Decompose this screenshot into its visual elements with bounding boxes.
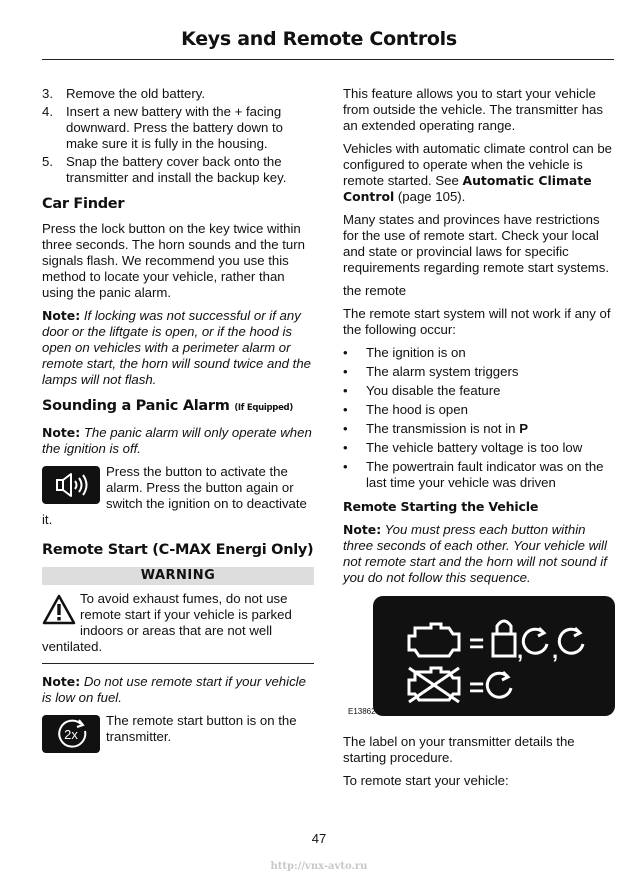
left-column bbox=[42, 86, 314, 765]
bullet-text: You disable the feature bbox=[366, 383, 501, 398]
note-text: If locking was not successful or if any door or the liftgate is open, or if the hood is open on vehicles with a perimeter alarm or remote start, the horn will sound twice and the lamps will not flash. bbox=[42, 308, 312, 387]
conditions-intro: The remote start system will not work if any of the following occur: bbox=[343, 306, 611, 337]
note-label: Note: bbox=[42, 308, 81, 323]
note-label: Note: bbox=[42, 425, 81, 440]
right-column bbox=[343, 86, 615, 796]
panic-button-row bbox=[42, 464, 314, 528]
panic-horn-icon bbox=[42, 466, 100, 504]
remote-start-arrow-icon bbox=[487, 672, 511, 697]
remote-start-arrow-icon bbox=[559, 628, 583, 653]
fuel-note bbox=[42, 674, 314, 706]
bullet-text: The ignition is on bbox=[366, 345, 466, 360]
header-rule bbox=[42, 59, 614, 60]
step-text: Remove the old battery. bbox=[66, 86, 206, 101]
bullet-text: The vehicle battery voltage is too low bbox=[366, 440, 583, 455]
step-number: 4. bbox=[42, 104, 53, 119]
list-item bbox=[42, 104, 314, 152]
note-text: You must press each button within three seconds of each other. Your vehicle will not remote start and the horn will not sound if you do not follow this sequence. bbox=[343, 522, 607, 585]
car-finder-body: Press the lock button on the key twice within three seconds. The horn sounds and the turn signals flash. We recommend you use this method to locate your vehicle, rather than using the panic alarm. bbox=[42, 221, 305, 300]
bullet-text: The alarm system triggers bbox=[366, 364, 519, 379]
list-item: • The powertrain fault indicator was on the last time your vehicle was driven bbox=[343, 459, 615, 491]
svg-text:=: = bbox=[469, 672, 485, 702]
note-text: Do not use remote start if your vehicle is low on fuel. bbox=[42, 674, 306, 705]
warning-text: To avoid exhaust fumes, do not use remote start if your vehicle is parked indoors or areas that are not well ventilated. bbox=[42, 591, 292, 654]
remote-start-heading: Remote Start (C-MAX Energi Only) bbox=[42, 542, 314, 558]
panic-note bbox=[42, 425, 314, 457]
warning-box bbox=[42, 591, 314, 664]
list-item: • The vehicle battery voltage is too low bbox=[343, 440, 583, 455]
remote-start-button-label: 2x bbox=[64, 727, 78, 742]
panic-heading-text: Sounding a Panic Alarm bbox=[42, 398, 230, 414]
page-number: 47 bbox=[311, 831, 327, 846]
car-finder-heading: Car Finder bbox=[42, 196, 125, 212]
panic-alarm-heading bbox=[42, 398, 314, 416]
list-item: • The hood is open bbox=[343, 402, 468, 417]
note-label: Note: bbox=[42, 674, 81, 689]
list-item bbox=[42, 154, 314, 186]
svg-text:,: , bbox=[517, 638, 524, 663]
procedure-intro: To remote start your vehicle: bbox=[343, 773, 509, 788]
panic-heading-suffix: (If Equipped) bbox=[234, 403, 293, 413]
list-item bbox=[42, 86, 314, 102]
remote-starting-heading: Remote Starting the Vehicle bbox=[343, 499, 539, 514]
conditions-list bbox=[343, 345, 615, 491]
lock-icon bbox=[493, 621, 515, 656]
list-item: • The ignition is on bbox=[343, 345, 466, 360]
engine-icon bbox=[409, 624, 459, 656]
sequence-note bbox=[343, 522, 615, 586]
climate-control-link[interactable]: Automatic Climate Control bbox=[343, 173, 592, 204]
list-item: • The transmission is not in P bbox=[343, 421, 528, 436]
battery-steps-list bbox=[42, 86, 314, 186]
remote-start-2x-icon bbox=[42, 715, 100, 753]
gear-letter: P bbox=[519, 421, 528, 436]
step-number: 3. bbox=[42, 86, 53, 101]
footer-url[interactable]: http://vnx-avto.ru bbox=[270, 861, 368, 872]
car-finder-note bbox=[42, 308, 314, 388]
climate-page-ref: (page 105). bbox=[394, 189, 466, 204]
page-header-title: Keys and Remote Controls bbox=[181, 28, 457, 50]
remote-start-arrow-icon bbox=[523, 628, 547, 653]
list-item: • The alarm system triggers bbox=[343, 364, 519, 379]
bullet-text: The powertrain fault indicator was on the last time your vehicle was driven bbox=[366, 459, 604, 490]
warning-title: WARNING bbox=[42, 567, 314, 585]
note-label: Note: bbox=[343, 522, 382, 537]
svg-text:=: = bbox=[469, 628, 485, 658]
climate-text: Vehicles with automatic climate control can be configured to operate when the vehicle is remote started. See bbox=[343, 141, 613, 188]
warning-triangle-icon bbox=[42, 593, 76, 627]
remote-start-button-row bbox=[42, 713, 314, 759]
engine-crossed-icon bbox=[409, 668, 459, 702]
remote-fragment: the remote bbox=[343, 283, 407, 298]
climate-paragraph bbox=[343, 141, 615, 205]
step-number: 5. bbox=[42, 154, 53, 169]
bullet-text: The hood is open bbox=[366, 402, 468, 417]
remote-start-label-figure bbox=[373, 596, 615, 716]
step-text: Insert a new battery with the + facing downward. Press the battery down to make sure it is fully in the housing. bbox=[66, 104, 283, 151]
bullet-text: The transmission is not in bbox=[366, 421, 520, 436]
remote-start-button-text: The remote start button is on the transmitter. bbox=[106, 713, 297, 744]
svg-text:,: , bbox=[552, 638, 559, 663]
step-text: Snap the battery cover back onto the transmitter and install the backup key. bbox=[66, 154, 287, 185]
figure-id: E138626 bbox=[348, 707, 381, 716]
intro-paragraph: This feature allows you to start your vehicle from outside the vehicle. The transmitter has an extended operating range. bbox=[343, 86, 603, 133]
note-text: The panic alarm will only operate when the ignition is off. bbox=[42, 425, 312, 456]
restrictions-paragraph: Many states and provinces have restrictions for the use of remote start. Check your local and state or provincial laws for specific requirements regarding remote start systems. bbox=[343, 212, 610, 275]
list-item: • You disable the feature bbox=[343, 383, 501, 398]
panic-icon-text: Press the button to activate the alarm. Press the button again or switch the ignition on to deactivate it. bbox=[42, 464, 307, 527]
label-paragraph: The label on your transmitter details the starting procedure. bbox=[343, 734, 575, 765]
